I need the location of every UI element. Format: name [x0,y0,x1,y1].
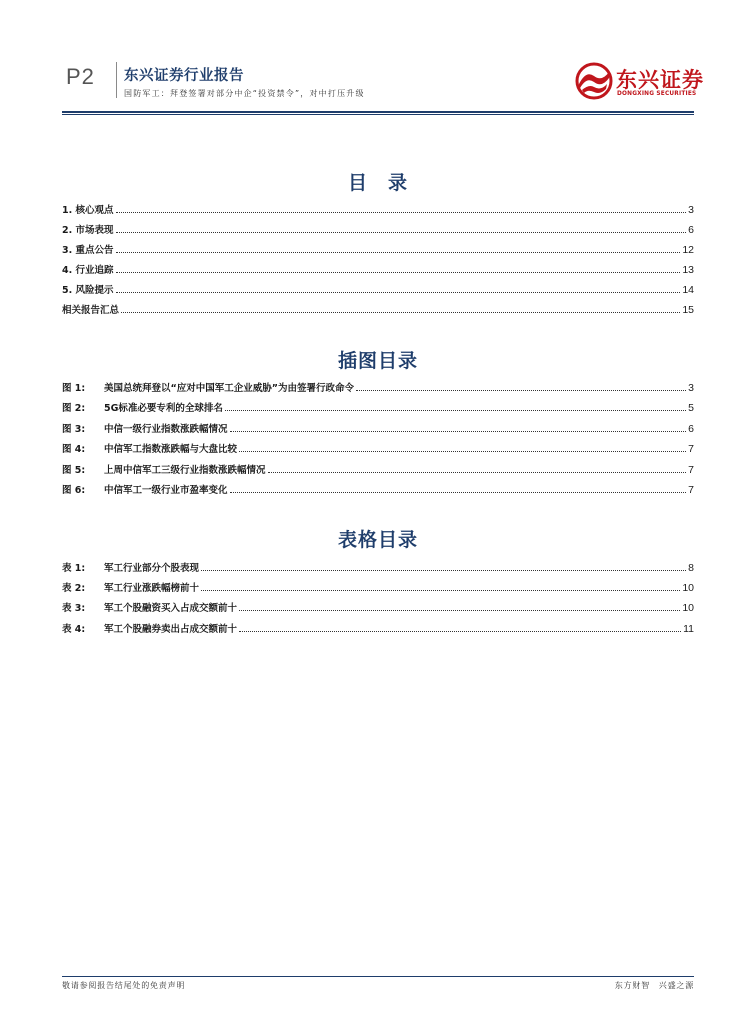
footer-slogan: 东方财智 兴盛之源 [614,981,694,990]
table-entry-page: 10 [682,602,694,614]
figure-entry-title: 中信一级行业指数涨跌幅情况 [104,424,228,435]
header-rule [62,111,694,113]
toc-entry-page: 13 [682,264,694,276]
figure-entry[interactable] [62,482,694,496]
dot-leader [201,589,680,591]
toc-entry[interactable] [62,282,694,296]
dot-leader [230,430,687,432]
report-title: 东兴证券行业报告 [124,68,244,84]
toc-entry-label: 相关报告汇总 [62,305,120,316]
dot-leader [230,491,687,493]
dot-leader [201,569,686,571]
toc-entry-page: 12 [682,244,694,256]
dot-leader [239,609,680,611]
table-entry-number: 表 3: [62,603,86,614]
table-entry-label [62,560,199,574]
table-entry-label [62,600,237,614]
table-entry-title: 军工行业部分个股表现 [104,563,200,574]
table-entry-title: 军工行业涨跌幅榜前十 [104,583,200,594]
table-entry-label [62,580,199,594]
toc-title: 目 录 [347,172,408,194]
dot-leader [356,389,686,391]
figure-entry-page: 5 [688,402,694,414]
toc-entry-label: 3. 重点公告 [62,245,114,256]
toc-entry[interactable] [62,202,694,216]
figure-entry-label [62,380,354,394]
toc-entry-label: 5. 风险提示 [62,285,114,296]
figure-entry-number: 图 4: [62,444,86,455]
dot-leader [116,271,681,273]
toc-entry[interactable] [62,262,694,276]
tables-title: 表格目录 [337,529,418,551]
table-entry-label [62,621,237,635]
figure-entry-page: 3 [688,382,694,394]
table-entry[interactable] [62,560,694,574]
page-number: P2 [66,64,95,89]
header-rule-thin [62,114,694,115]
figure-entry[interactable] [62,380,694,394]
toc-entry-page: 3 [688,204,694,216]
table-entry-page: 10 [682,582,694,594]
figure-entry-title: 5G标准必要专利的全球排名 [104,403,223,414]
toc-entry-label: 2. 市场表现 [62,225,114,236]
footer-rule [62,976,694,977]
figure-entry[interactable] [62,462,694,476]
figure-entry-label [62,421,228,435]
toc-entry-page: 14 [682,284,694,296]
figure-entry-title: 中信军工一级行业市盈率变化 [104,485,228,496]
figure-entry-page: 7 [688,443,694,455]
table-entry-title: 军工个股融券卖出占成交额前十 [104,624,238,635]
dot-leader [225,409,686,411]
figure-entry[interactable] [62,400,694,414]
toc-entry[interactable] [62,242,694,256]
table-entry-page: 11 [683,623,694,635]
figure-entry-number: 图 2: [62,403,86,414]
figure-entry-title: 中信军工指数涨跌幅与大盘比较 [104,444,238,455]
figure-entry-number: 图 1: [62,383,86,394]
dot-leader [239,450,686,452]
logo-emblem-icon [574,62,614,100]
dot-leader [116,231,687,233]
toc-entry[interactable] [62,302,694,316]
figure-entry-title: 上周中信军工三级行业指数涨跌幅情况 [104,465,266,476]
table-entry-page: 8 [688,562,694,574]
logo-text: 东兴证券 [616,68,704,92]
figure-entry[interactable] [62,421,694,435]
figure-entry-page: 7 [688,464,694,476]
company-logo [574,62,704,102]
table-entry-title: 军工个股融资买入占成交额前十 [104,603,238,614]
footer-disclaimer: 敬请参阅报告结尾处的免责声明 [62,981,186,990]
figure-entry-page: 6 [688,423,694,435]
figure-entry-label [62,462,266,476]
figure-entry-number: 图 6: [62,485,86,496]
figure-entry-number: 图 5: [62,465,86,476]
dot-leader [116,211,687,213]
toc-entry-label: 1. 核心观点 [62,205,114,216]
dot-leader [116,291,681,293]
dot-leader [239,630,681,632]
dot-leader [121,311,680,313]
toc-entry[interactable] [62,222,694,236]
dot-leader [268,471,687,473]
figure-entry-page: 7 [688,484,694,496]
toc-entry-label: 4. 行业追踪 [62,265,114,276]
table-entry-number: 表 1: [62,563,86,574]
header-divider [116,62,117,98]
figure-entry-number: 图 3: [62,424,86,435]
table-entry[interactable] [62,600,694,614]
figure-entry-label [62,441,237,455]
toc-entry-page: 15 [682,304,694,316]
table-entry[interactable] [62,580,694,594]
table-entry-number: 表 4: [62,624,86,635]
dot-leader [116,251,681,253]
table-entry-number: 表 2: [62,583,86,594]
figure-entry-label [62,400,223,414]
figure-entry-label [62,482,228,496]
table-entry[interactable] [62,621,694,635]
logo-english-text: DONGXING SECURITIES [617,91,697,97]
figure-entry-title: 美国总统拜登以“应对中国军工企业威胁”为由签署行政命令 [104,383,354,394]
toc-entry-page: 6 [688,224,694,236]
figure-entry[interactable] [62,441,694,455]
figures-title: 插图目录 [337,350,418,372]
report-subtitle: 国防军工：拜登签署对部分中企“投资禁令”，对中打压升级 [124,89,365,98]
